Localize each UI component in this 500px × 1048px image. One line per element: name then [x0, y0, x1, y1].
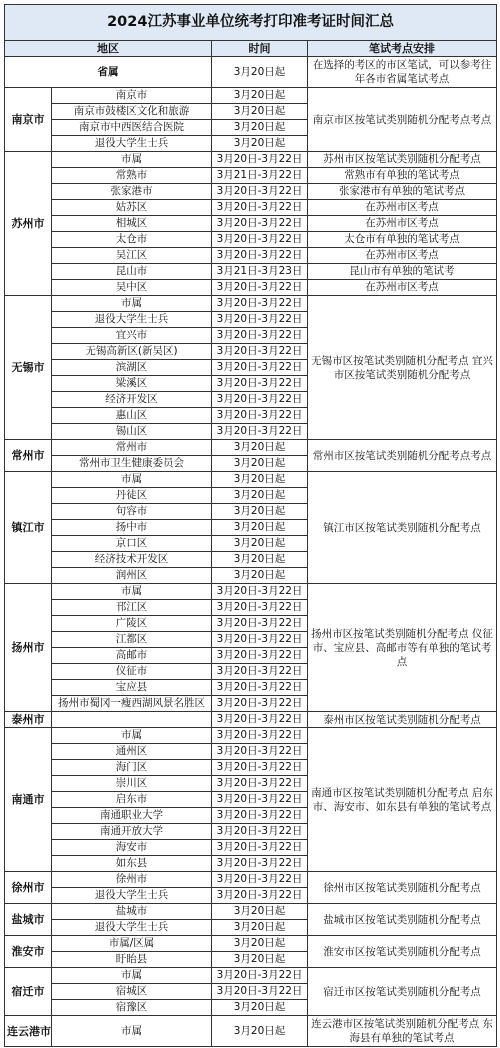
district-cell: 广陵区	[52, 616, 212, 632]
district-cell: 高邮市	[52, 648, 212, 664]
district-cell: 盱眙县	[52, 952, 212, 968]
time-cell: 3月20日-3月22日	[212, 344, 308, 360]
district-cell: 惠山区	[52, 408, 212, 424]
time-cell: 3月21日-3月22日	[212, 168, 308, 184]
district-cell: 徐州市	[52, 872, 212, 888]
time-cell: 3月20日-3月22日	[212, 840, 308, 856]
time-cell: 3月20日起	[212, 488, 308, 504]
table-row	[5, 184, 497, 200]
provincial-row	[5, 57, 497, 88]
district-cell: 南京市	[52, 88, 212, 104]
exam-site-note: 镇江市区按笔试类别随机分配考点	[308, 472, 497, 584]
city-cell: 扬州市	[5, 584, 52, 712]
district-cell: 市属/区属	[52, 936, 212, 952]
exam-site-note: 常州市区按笔试类别随机分配考点考点	[308, 440, 497, 472]
district-cell: 海门区	[52, 760, 212, 776]
time-cell: 3月20日-3月22日	[212, 376, 308, 392]
exam-ticket-schedule-table	[4, 4, 497, 1047]
district-cell: 滨湖区	[52, 360, 212, 376]
table-row	[5, 280, 497, 296]
table-row	[5, 152, 497, 168]
exam-site-note: 盐城市区按笔试类别随机分配考点	[308, 904, 497, 936]
exam-site-note: 南京市区按笔试类别随机分配考点考点	[308, 88, 497, 152]
exam-site-note: 在苏州市区考点	[308, 200, 497, 216]
exam-site-note: 在苏州市区考点	[308, 216, 497, 232]
time-cell: 3月20日起	[212, 536, 308, 552]
time-cell: 3月20日起	[212, 568, 308, 584]
district-cell: 昆山市	[52, 264, 212, 280]
time-cell: 3月20日-3月22日	[212, 408, 308, 424]
time-cell: 3月20日-3月22日	[212, 200, 308, 216]
time-cell: 3月20日-3月22日	[212, 216, 308, 232]
exam-site-note: 在苏州市区考点	[308, 280, 497, 296]
time-cell: 3月20日起	[212, 952, 308, 968]
exam-site-note: 苏州市区按笔试类别随机分配考点	[308, 152, 497, 168]
district-cell: 盐城市	[52, 904, 212, 920]
district-cell: 太仓市	[52, 232, 212, 248]
header-time: 时间	[212, 41, 308, 57]
district-cell: 如东县	[52, 856, 212, 872]
city-cell: 连云港市	[5, 1016, 52, 1047]
district-cell: 常州市	[52, 440, 212, 456]
table-row	[5, 712, 497, 728]
district-cell: 邗江区	[52, 600, 212, 616]
exam-site-note: 张家港市有单独的笔试考点	[308, 184, 497, 200]
time-cell: 3月20日起	[212, 1016, 308, 1047]
district-cell: 吴江区	[52, 248, 212, 264]
district-cell: 南京市中西医结合医院	[52, 120, 212, 136]
time-cell: 3月20日起	[212, 472, 308, 488]
time-cell: 3月20日起	[212, 920, 308, 936]
city-cell: 苏州市	[5, 152, 52, 296]
district-cell: 经济开发区	[52, 392, 212, 408]
time-cell: 3月20日-3月22日	[212, 824, 308, 840]
city-cell: 徐州市	[5, 872, 52, 904]
time-cell: 3月20日-3月22日	[212, 648, 308, 664]
time-cell: 3月20日-3月22日	[212, 872, 308, 888]
time-cell: 3月20日-3月22日	[212, 296, 308, 312]
time-cell: 3月20日起	[212, 552, 308, 568]
district-cell: 退役大学生士兵	[52, 312, 212, 328]
district-cell: 市属	[52, 472, 212, 488]
district-cell: 扬中市	[52, 520, 212, 536]
table-row	[5, 936, 497, 952]
table-row	[5, 584, 497, 600]
city-cell: 南通市	[5, 728, 52, 872]
time-cell: 3月20日-3月22日	[212, 696, 308, 712]
table-row	[5, 168, 497, 184]
exam-site-note: 连云港市区按笔试类别随机分配考点 东海县有单独的笔试考点	[308, 1016, 497, 1047]
sheet-title: 2024江苏事业单位统考打印准考证时间汇总	[5, 5, 497, 41]
district-cell: 退役大学生士兵	[52, 136, 212, 152]
district-cell: 张家港市	[52, 184, 212, 200]
city-cell: 无锡市	[5, 296, 52, 440]
table-row	[5, 728, 497, 744]
title-row	[5, 5, 497, 41]
time-cell: 3月20日-3月22日	[212, 616, 308, 632]
table-row	[5, 872, 497, 888]
time-cell: 3月20日-3月22日	[212, 664, 308, 680]
time-cell: 3月20日-3月22日	[212, 984, 308, 1000]
time-cell: 3月20日-3月22日	[212, 856, 308, 872]
district-cell: 南京市鼓楼区文化和旅游	[52, 104, 212, 120]
time-cell: 3月20日起	[212, 1000, 308, 1016]
district-cell: 经济技术开发区	[52, 552, 212, 568]
time-cell: 3月20日-3月22日	[212, 424, 308, 440]
district-cell: 市属	[52, 1016, 212, 1047]
time-cell: 3月20日-3月22日	[212, 280, 308, 296]
time-cell: 3月20日-3月22日	[212, 584, 308, 600]
district-cell: 宜兴市	[52, 328, 212, 344]
city-cell: 宿迁市	[5, 968, 52, 1016]
time-cell: 3月20日起	[212, 120, 308, 136]
district-cell: 宝应县	[52, 680, 212, 696]
table-row	[5, 200, 497, 216]
header-row	[5, 41, 497, 57]
district-cell: 市属	[52, 584, 212, 600]
time-cell: 3月20日-3月22日	[212, 360, 308, 376]
district-cell: 常熟市	[52, 168, 212, 184]
table-row	[5, 88, 497, 104]
exam-site-note: 太仓市有单独的笔试考点	[308, 232, 497, 248]
table-row	[5, 216, 497, 232]
city-cell: 常州市	[5, 440, 52, 472]
time-cell: 3月20日-3月22日	[212, 808, 308, 824]
time-cell: 3月20日起	[212, 136, 308, 152]
header-region: 地区	[5, 41, 212, 57]
exam-site-note: 宿迁市区按笔试类别随机分配考点	[308, 968, 497, 1016]
district-cell: 扬州市蜀冈一瘦西湖风景名胜区	[52, 696, 212, 712]
table-row	[5, 232, 497, 248]
district-cell: 崇川区	[52, 776, 212, 792]
district-cell: 市属	[52, 968, 212, 984]
district-cell: 启东市	[52, 792, 212, 808]
exam-site-note: 淮安市区按笔试类别随机分配考点	[308, 936, 497, 968]
district-cell: 通州区	[52, 744, 212, 760]
time-cell: 3月20日-3月22日	[212, 632, 308, 648]
time-cell: 3月20日-3月22日	[212, 232, 308, 248]
time-cell: 3月20日起	[212, 440, 308, 456]
district-cell: 吴中区	[52, 280, 212, 296]
district-cell: 仪征市	[52, 664, 212, 680]
time-cell: 3月20日起	[212, 936, 308, 952]
header-exam-site: 笔试考点安排	[308, 41, 497, 57]
district-cell: 市属	[52, 728, 212, 744]
table-row	[5, 440, 497, 456]
city-cell: 镇江市	[5, 472, 52, 584]
time-cell: 3月20日-3月22日	[212, 744, 308, 760]
district-cell: 市属	[52, 296, 212, 312]
district-cell: 江都区	[52, 632, 212, 648]
time-cell: 3月21日-3月23日	[212, 264, 308, 280]
time-cell: 3月20日起	[212, 104, 308, 120]
district-cell: 锡山区	[52, 424, 212, 440]
time-cell: 3月20日-3月22日	[212, 728, 308, 744]
time-cell: 3月20日-3月22日	[212, 328, 308, 344]
time-cell: 3月20日起	[212, 520, 308, 536]
exam-site-note: 昆山市有单独的笔试考	[308, 264, 497, 280]
table-row	[5, 296, 497, 312]
table-row	[5, 264, 497, 280]
time-cell: 3月20日-3月22日	[212, 392, 308, 408]
district-cell: 海安市	[52, 840, 212, 856]
district-cell: 姑苏区	[52, 200, 212, 216]
district-cell: 无锡高新区(新吴区)	[52, 344, 212, 360]
time-cell: 3月20日-3月22日	[212, 792, 308, 808]
time-cell: 3月20日-3月22日	[212, 760, 308, 776]
district-cell: 丹徒区	[52, 488, 212, 504]
district-cell: 梁溪区	[52, 376, 212, 392]
city-cell: 泰州市	[5, 712, 52, 728]
district-cell: 南通职业大学	[52, 808, 212, 824]
time-cell: 3月20日起	[212, 904, 308, 920]
district-cell: 常州市卫生健康委员会	[52, 456, 212, 472]
city-cell: 南京市	[5, 88, 52, 152]
time-cell: 3月20日-3月22日	[212, 600, 308, 616]
time-cell: 3月20日-3月22日	[212, 968, 308, 984]
provincial-time: 3月20日起	[212, 57, 308, 88]
table-row	[5, 472, 497, 488]
time-cell: 3月20日-3月22日	[212, 776, 308, 792]
district-cell: 市属	[52, 152, 212, 168]
time-cell: 3月20日起	[212, 504, 308, 520]
district-cell: 润州区	[52, 568, 212, 584]
district-cell: 南通开放大学	[52, 824, 212, 840]
exam-site-note: 无锡市区按笔试类别随机分配考点 宜兴市区按笔试类别随机分配考点	[308, 296, 497, 440]
time-cell: 3月20日-3月22日	[212, 312, 308, 328]
time-cell: 3月20日起	[212, 88, 308, 104]
time-cell: 3月20日起	[212, 456, 308, 472]
district-cell: 京口区	[52, 536, 212, 552]
table-row	[5, 968, 497, 984]
district-cell: 相城区	[52, 216, 212, 232]
time-cell: 3月20日-3月22日	[212, 248, 308, 264]
time-cell: 3月20日-3月22日	[212, 184, 308, 200]
exam-site-note: 在苏州市区考点	[308, 248, 497, 264]
city-cell: 盐城市	[5, 904, 52, 936]
provincial-note: 在选择的考区的市区笔试，可以参考往年各市省属笔试考点	[308, 57, 497, 88]
time-cell: 3月20日-3月22日	[212, 888, 308, 904]
table-row	[5, 1016, 497, 1047]
time-cell: 3月20日-3月22日	[212, 712, 308, 728]
table-row	[5, 248, 497, 264]
exam-site-note: 南通市区按笔试类别随机分配考点 启东市、海安市、如东县有单独的笔试考点	[308, 728, 497, 872]
exam-site-note: 常熟市有单独的笔试考点	[308, 168, 497, 184]
city-cell: 淮安市	[5, 936, 52, 968]
district-cell	[52, 712, 212, 728]
time-cell: 3月20日-3月22日	[212, 680, 308, 696]
district-cell: 宿豫区	[52, 1000, 212, 1016]
exam-site-note: 扬州市区按笔试类别随机分配考点 仪征市、宝应县、高邮市等有单独的笔试考点	[308, 584, 497, 712]
district-cell: 宿城区	[52, 984, 212, 1000]
table-row	[5, 904, 497, 920]
exam-site-note: 泰州市区按笔试类别随机分配考点	[308, 712, 497, 728]
provincial-label: 省属	[5, 57, 212, 88]
exam-site-note: 徐州市区按笔试类别随机分配考点	[308, 872, 497, 904]
district-cell: 退役大学生士兵	[52, 888, 212, 904]
district-cell: 句容市	[52, 504, 212, 520]
time-cell: 3月20日-3月22日	[212, 152, 308, 168]
district-cell: 退役大学生士兵	[52, 920, 212, 936]
